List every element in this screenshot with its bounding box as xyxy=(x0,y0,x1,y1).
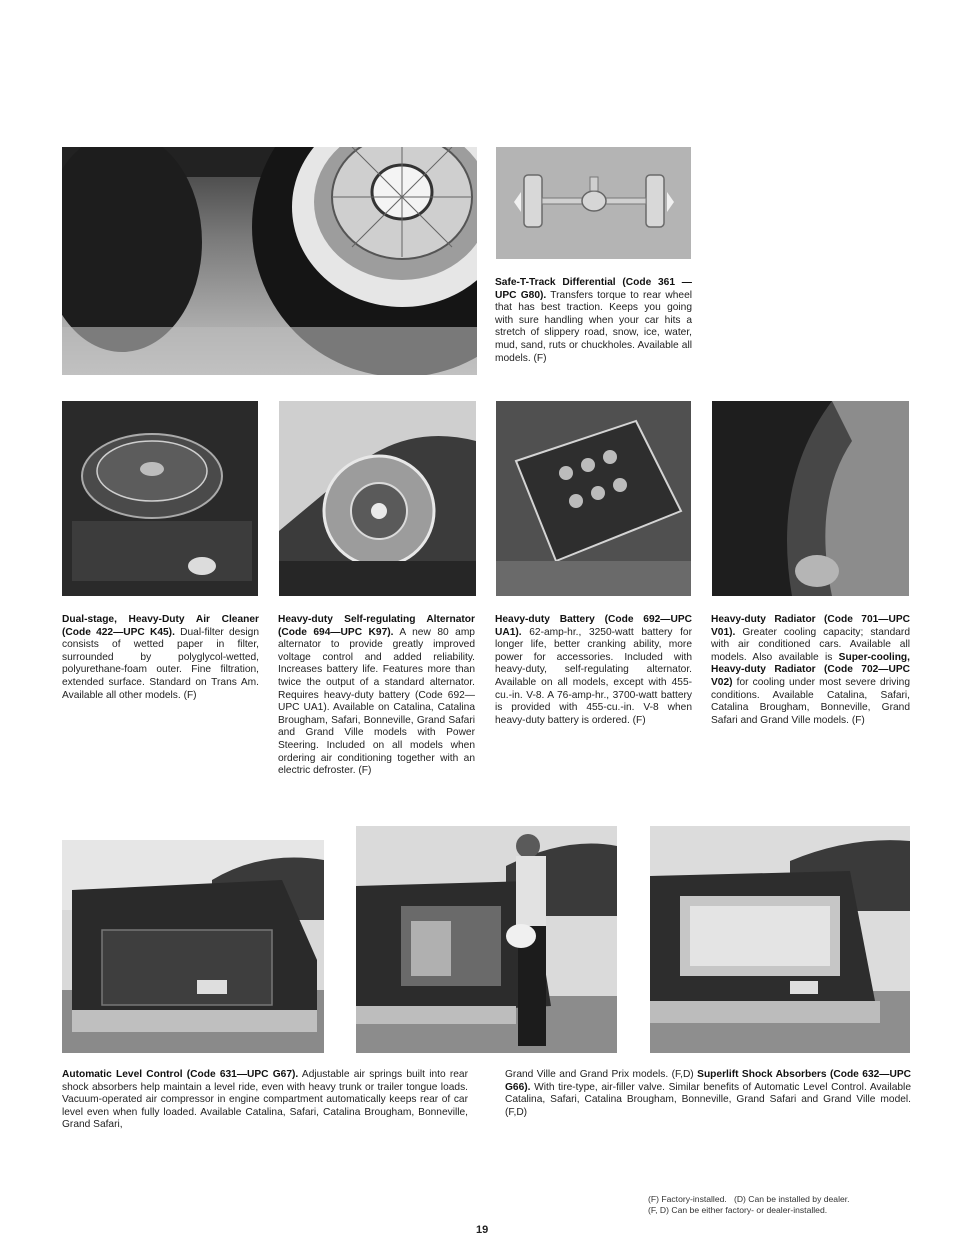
differential-diagram xyxy=(496,147,691,259)
footnote xyxy=(648,1194,910,1216)
page-number: 19 xyxy=(476,1224,489,1236)
radiator-title-b: Super-cooling, Heavy-duty Radiator (Code 702—UPC V02) xyxy=(711,651,910,688)
wagon-open-photo xyxy=(650,826,910,1053)
air-cleaner-caption xyxy=(62,614,259,702)
radiator-body-b: for cooling under most severe driving conditions. Available Catalina, Safari, Catalina Brougham, Bonneville, Grand Safari and Grand Ville models. (F) xyxy=(711,676,910,726)
radiator-body-a: Greater cooling capacity; standard with air conditioned cars. Available all models. Also available is xyxy=(711,626,910,663)
alternator-photo xyxy=(279,401,476,596)
level-control-caption xyxy=(62,1069,468,1132)
wagon-loading-photo xyxy=(356,826,617,1053)
superlift-caption xyxy=(505,1069,911,1119)
wire-wheel-photo xyxy=(62,147,477,375)
battery-body: 62-amp-hr., 3250-watt battery for longer life, better cranking ability, more power for accessories. Included with heavy-duty, self-regulating alternator. Available on all models, except with 455-cu.-in. V-8. A 76-amp-hr., 3700-watt battery is provided with 455-cu.-in. V-8 when heavy-duty battery is ordered. (F) xyxy=(495,626,692,726)
alternator-body: A new 80 amp alternator to provide greatly improved voltage control and added reliability. Increases battery life. Features more than twice the output of a standard alternator. Requires heavy-duty battery (Code 692—UPC UA1). Available on Catalina, Catalina Brougham, Safari, Bonneville, Grand Safari and Grand Ville models with Power Steering. Included on all models when ordering air conditioning together with an electric defroster. (F) xyxy=(278,626,475,777)
differential-title: Safe-T-Track Differential (Code 361 —UPC G80). xyxy=(495,277,692,301)
level-control-body-continued: Grand Ville and Grand Prix models. (F,D) xyxy=(505,1069,694,1080)
radiator-title: Heavy-duty Radiator (Code 701—UPC V01). xyxy=(711,614,910,638)
alternator-caption xyxy=(278,614,475,778)
differential-caption xyxy=(495,277,692,365)
air-cleaner-title: Dual-stage, Heavy-Duty Air Cleaner (Code 422—UPC K45). xyxy=(62,614,259,638)
superlift-title: Superlift Shock Absorbers (Code 632—UPC G66). xyxy=(505,1069,911,1093)
radiator-caption xyxy=(711,614,910,727)
wagon-rear-photo xyxy=(62,840,324,1053)
air-cleaner-photo xyxy=(62,401,258,596)
battery-photo xyxy=(496,401,691,596)
footnote-line-1: (F) Factory-installed. (D) Can be installed by dealer. xyxy=(648,1194,850,1204)
footnote-line-2: (F, D) Can be either factory- or dealer-installed. xyxy=(648,1205,828,1215)
air-cleaner-body: Dual-filter design consists of wetted paper in filter, surrounded by polyglycol-wetted, polyurethane-foam outer. Fine filtration, extended surface. Standard on Trans Am. Available all other models. (F) xyxy=(62,626,259,701)
alternator-title: Heavy-duty Self-regulating Alternator (Code 694—UPC K97). xyxy=(278,614,475,638)
level-control-body: Adjustable air springs built into rear shock absorbers help maintain a level ride, even with heavy trunk or trailer tongue loads. Vacuum-operated air compressor in engine compartment automatically keeps rear of car level even when fully loaded. Available Catalina, Safari, Catalina Brougham, Bonneville, Grand Safari, xyxy=(62,1069,468,1131)
battery-title: Heavy-duty Battery (Code 692—UPC UA1). xyxy=(495,614,692,638)
level-control-title: Automatic Level Control (Code 631—UPC G67). xyxy=(62,1069,299,1080)
radiator-photo xyxy=(712,401,909,596)
differential-body: Transfers torque to rear wheel that has best traction. Keeps you going with sure handling when your car hits a stretch of slippery road, snow, ice, water, mud, sand, ruts or chuckholes. Available all models. (F) xyxy=(495,289,692,364)
superlift-body: With tire-type, air-filler valve. Similar benefits of Automatic Level Control. Available Catalina, Safari, Catalina Brougham, Bonneville, Grand Safari and Grand Ville model. (F,D) xyxy=(505,1081,911,1118)
battery-caption xyxy=(495,614,692,727)
